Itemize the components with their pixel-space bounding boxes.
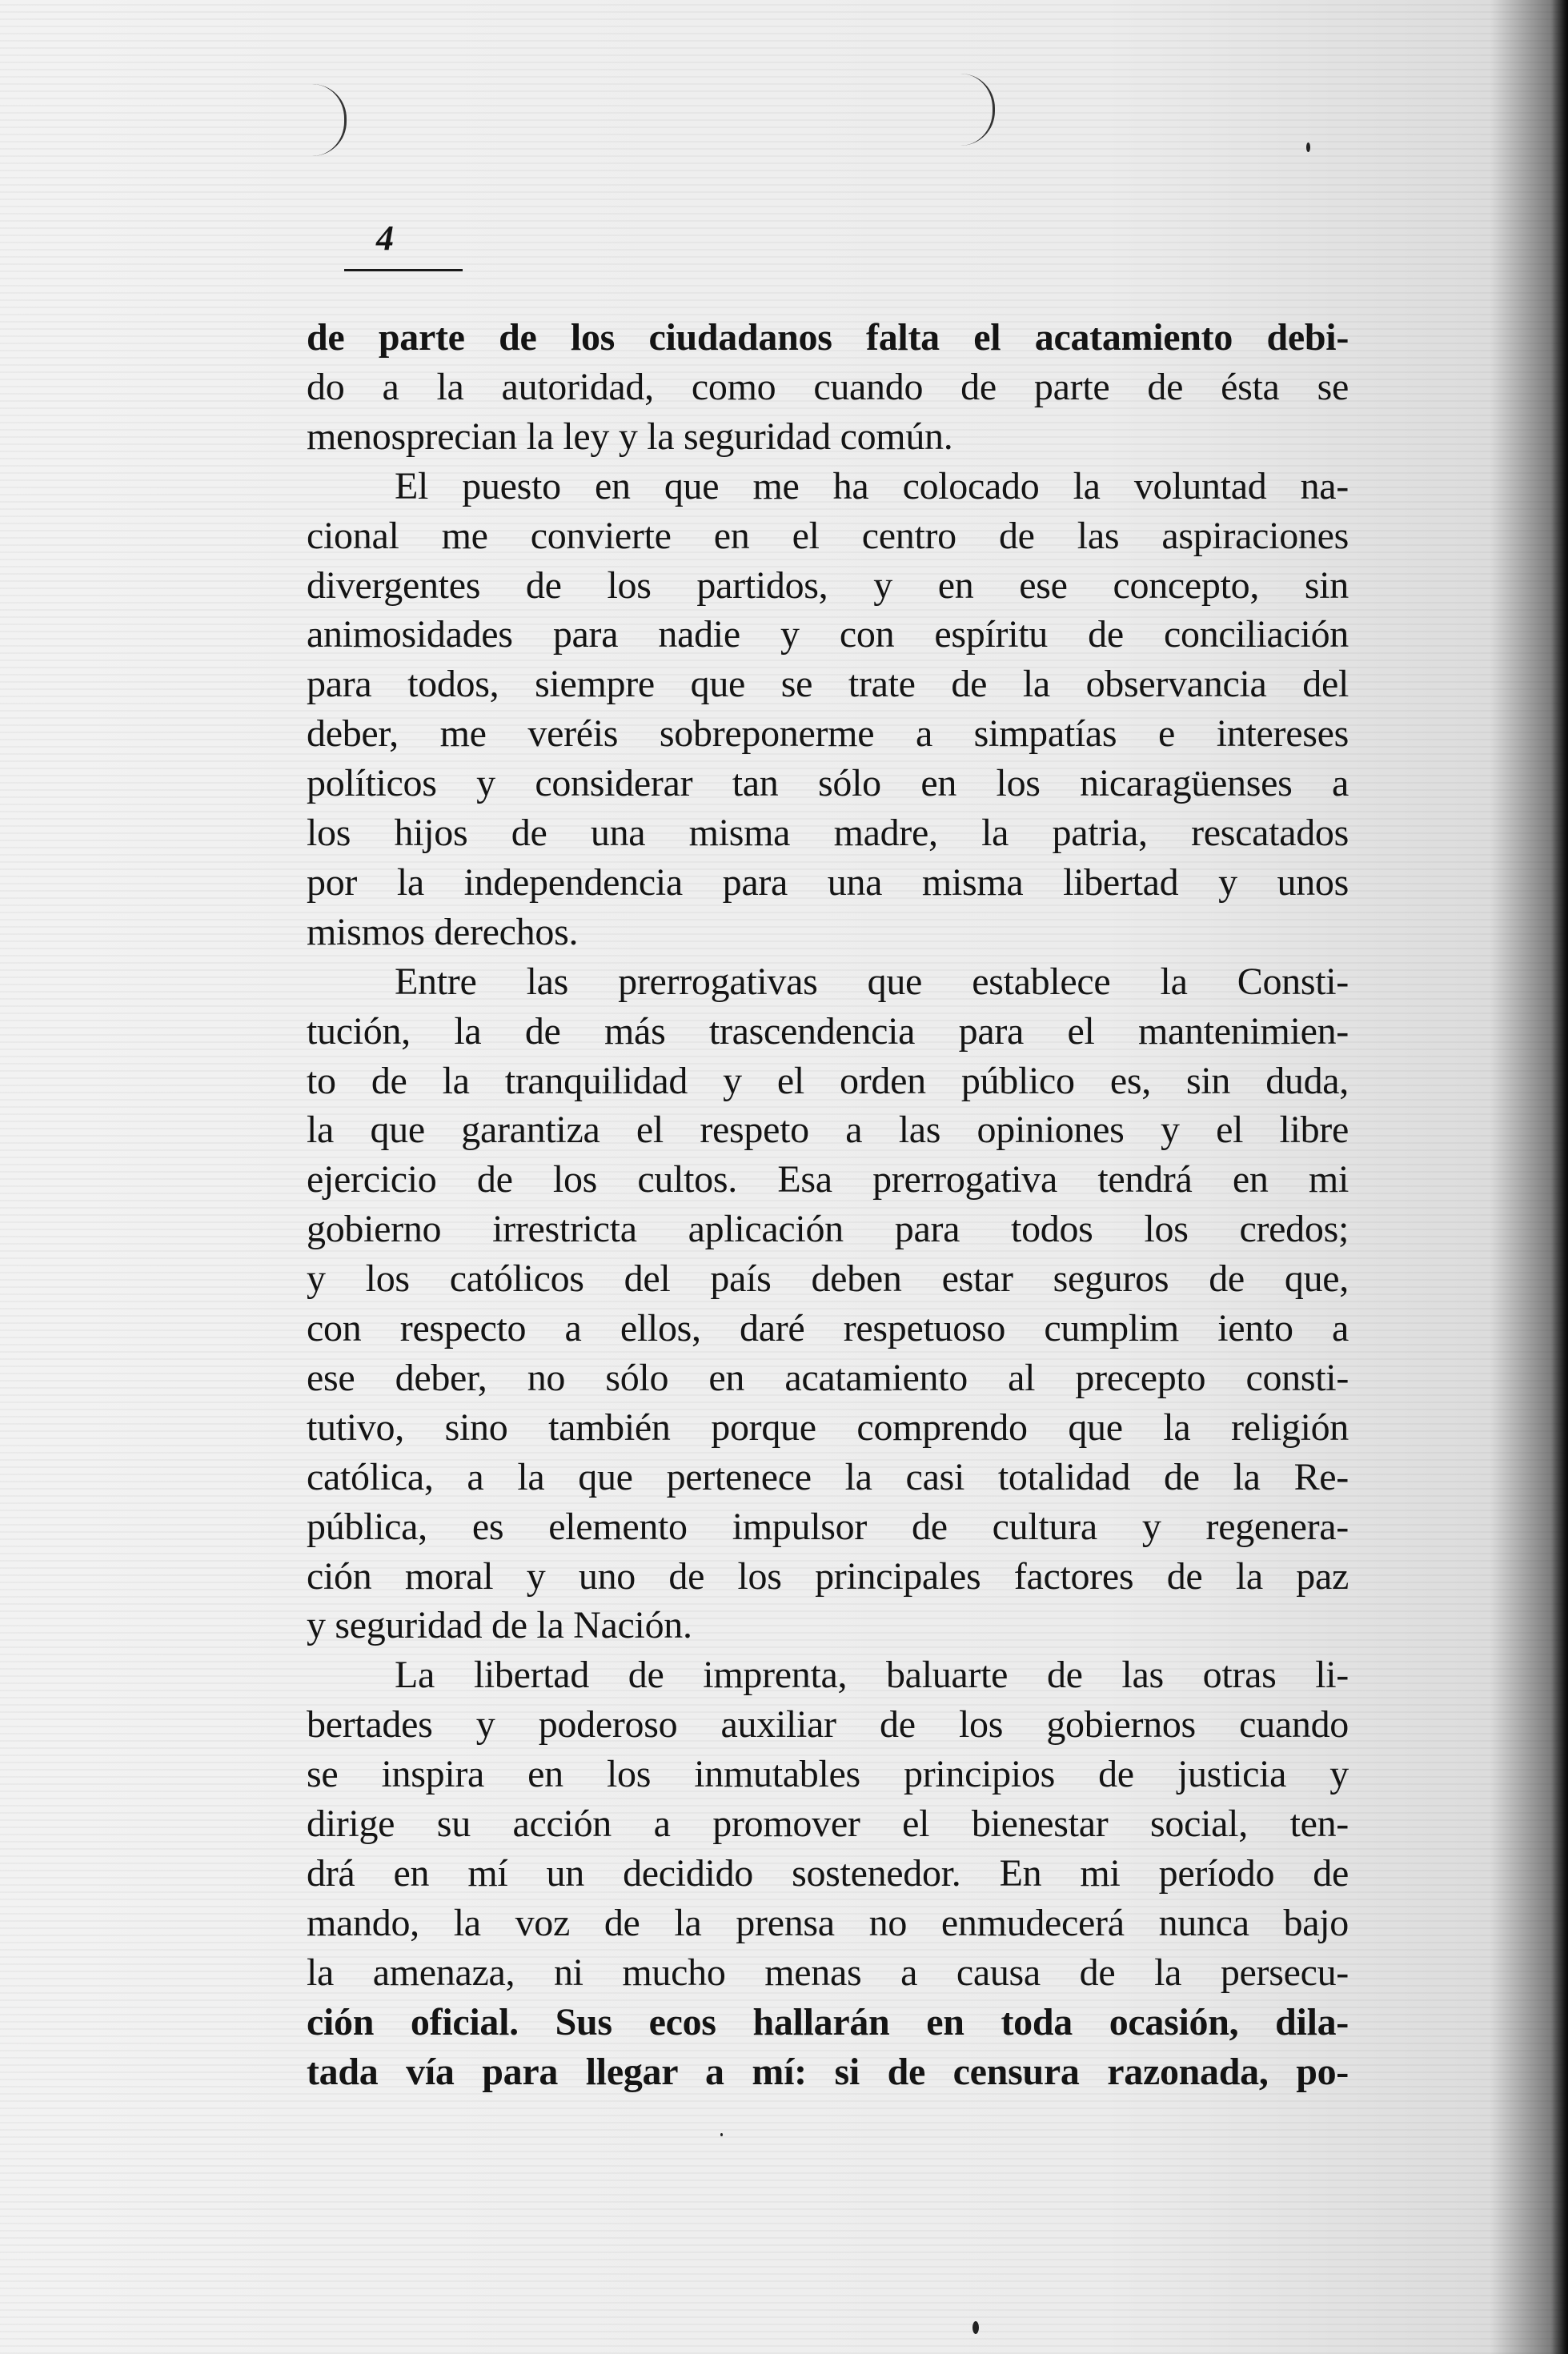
- text-line: tución, la de más trascendencia para el mantenimien-: [307, 1009, 1349, 1053]
- text-line: La libertad de imprenta, baluarte de las otras li-: [395, 1654, 1349, 1697]
- scan-mark-bracket-left: [312, 84, 347, 156]
- ink-speck: [972, 2321, 979, 2334]
- page-edge-shadow: [1550, 0, 1568, 2354]
- text-line: y los católicos del país deben estar seguros de que,: [307, 1257, 1349, 1301]
- text-line: menosprecian la ley y la seguridad común.: [307, 415, 953, 458]
- text-line: pública, es elemento impulsor de cultura y regenera-: [307, 1505, 1349, 1548]
- text-line: ejercicio de los cultos. Esa prerrogativa tendrá en mi: [307, 1158, 1349, 1201]
- text-line: deber, me veréis sobreponerme a simpatías e intereses: [307, 712, 1349, 756]
- text-line: tutivo, sino también porque comprendo que la religión: [307, 1406, 1349, 1449]
- text-line: se inspira en los inmutables principios de justicia y: [307, 1753, 1349, 1796]
- text-line: los hijos de una misma madre, la patria, rescatados: [307, 812, 1349, 854]
- text-line: mismos derechos.: [307, 910, 579, 953]
- text-line: para todos, siempre que se trate de la observancia del: [307, 663, 1349, 706]
- scan-mark-bracket-right: [960, 74, 995, 146]
- text-line: de parte de los ciudadanos falta el acatamiento debi-: [307, 316, 1349, 359]
- text-line: y seguridad de la Nación.: [307, 1604, 692, 1647]
- text-line: la amenaza, ni mucho menas a causa de la persecu-: [307, 1951, 1349, 1994]
- text-line: ese deber, no sólo en acatamiento al precepto consti-: [307, 1356, 1349, 1399]
- text-line: mando, la voz de la prensa no enmudecerá nunca bajo: [307, 1901, 1349, 1944]
- text-line: to de la tranquilidad y el orden público es, sin duda,: [307, 1059, 1349, 1102]
- text-line: tada vía para llegar a mí: si de censura razonada, po-: [307, 2050, 1349, 2093]
- ink-speck: [1306, 142, 1310, 152]
- text-line: cional me convierte en el centro de las aspiraciones: [307, 514, 1349, 557]
- text-line: la que garantiza el respeto a las opiniones y el libre: [307, 1109, 1349, 1152]
- text-line: bertades y poderoso auxiliar de los gobiernos cuando: [307, 1703, 1349, 1746]
- text-line: gobierno irrestricta aplicación para todos los credos;: [307, 1208, 1349, 1251]
- text-line: divergentes de los partidos, y en ese concepto, sin: [307, 563, 1349, 607]
- text-line: do a la autoridad, como cuando de parte de ésta se: [307, 365, 1349, 408]
- text-line: animosidades para nadie y con espíritu de conciliación: [307, 613, 1349, 656]
- text-line: católica, a la que pertenece la casi totalidad de la Re-: [307, 1455, 1349, 1498]
- text-line: El puesto en que me ha colocado la voluntad na-: [395, 464, 1349, 507]
- text-line: políticos y considerar tan sólo en los nicaragüenses a: [307, 762, 1349, 805]
- text-line: con respecto a ellos, daré respetuoso cumplim iento a: [307, 1307, 1349, 1349]
- text-line: drá en mí un decidido sostenedor. En mi período de: [307, 1851, 1349, 1895]
- text-line: Entre las prerrogativas que establece la Consti-: [395, 960, 1349, 1003]
- text-line: ción moral y uno de los principales factores de la paz: [307, 1554, 1349, 1598]
- page-number: 4: [376, 219, 394, 258]
- text-line: ción oficial. Sus ecos hallarán en toda ocasión, dila-: [307, 2000, 1349, 2043]
- page-number-rule: [344, 269, 463, 271]
- text-line: por la independencia para una misma libertad y unos: [307, 860, 1349, 904]
- text-line: dirige su acción a promover el bienestar social, ten-: [307, 1803, 1349, 1845]
- ink-speck: [720, 2133, 723, 2136]
